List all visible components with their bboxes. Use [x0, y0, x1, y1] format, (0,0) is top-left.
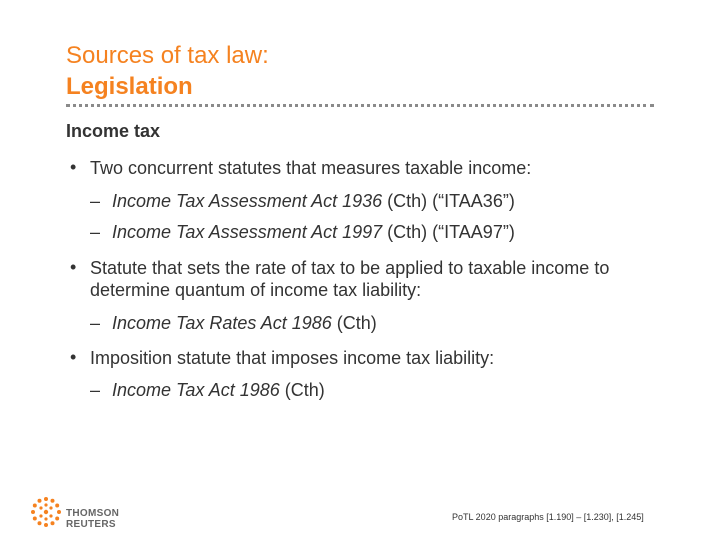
bullet-text: Two concurrent statutes that measures taxable income: — [90, 158, 532, 178]
slide-title — [66, 40, 269, 102]
thomson-reuters-logo-icon — [30, 496, 62, 528]
footer-reference: PoTL 2020 paragraphs [1.190] – [1.230], [1.245] — [452, 512, 644, 522]
bullet-symbol: • — [70, 257, 77, 277]
act-suffix: (Cth) (“ITAA97”) — [382, 222, 515, 242]
bullet-symbol: • — [70, 347, 77, 367]
dash-symbol: – — [90, 222, 101, 242]
bullet-text: Imposition statute that imposes income tax liability: — [90, 348, 495, 368]
act-name: Income Tax Act 1986 — [112, 380, 280, 400]
sub-bullet-item — [90, 191, 515, 212]
section-heading: Income tax — [66, 121, 161, 141]
title-line-1: Sources of tax law: — [66, 42, 269, 69]
sub-bullet-item — [90, 222, 515, 243]
bullet-symbol: • — [70, 157, 77, 177]
sub-bullet-item — [90, 380, 325, 401]
title-divider — [66, 104, 654, 107]
logo-wordmark: THOMSON REUTERS — [66, 508, 120, 530]
dash-symbol: – — [90, 380, 101, 400]
act-suffix: (Cth) — [331, 313, 377, 333]
act-name: Income Tax Rates Act 1986 — [112, 313, 332, 333]
sub-bullet-item — [90, 313, 377, 334]
bullet-text: Statute that sets the rate of tax to be applied to taxable income to determine quantum of income tax liability: — [90, 258, 610, 300]
title-line-2: Legislation — [66, 73, 193, 100]
act-suffix: (Cth) — [279, 380, 325, 400]
dash-symbol: – — [90, 313, 101, 333]
act-name: Income Tax Assessment Act 1997 — [112, 222, 383, 242]
dash-symbol: – — [90, 191, 101, 211]
act-suffix: (Cth) (“ITAA36”) — [382, 191, 515, 211]
act-name: Income Tax Assessment Act 1936 — [112, 191, 383, 211]
thomson-reuters-logo — [30, 496, 160, 530]
